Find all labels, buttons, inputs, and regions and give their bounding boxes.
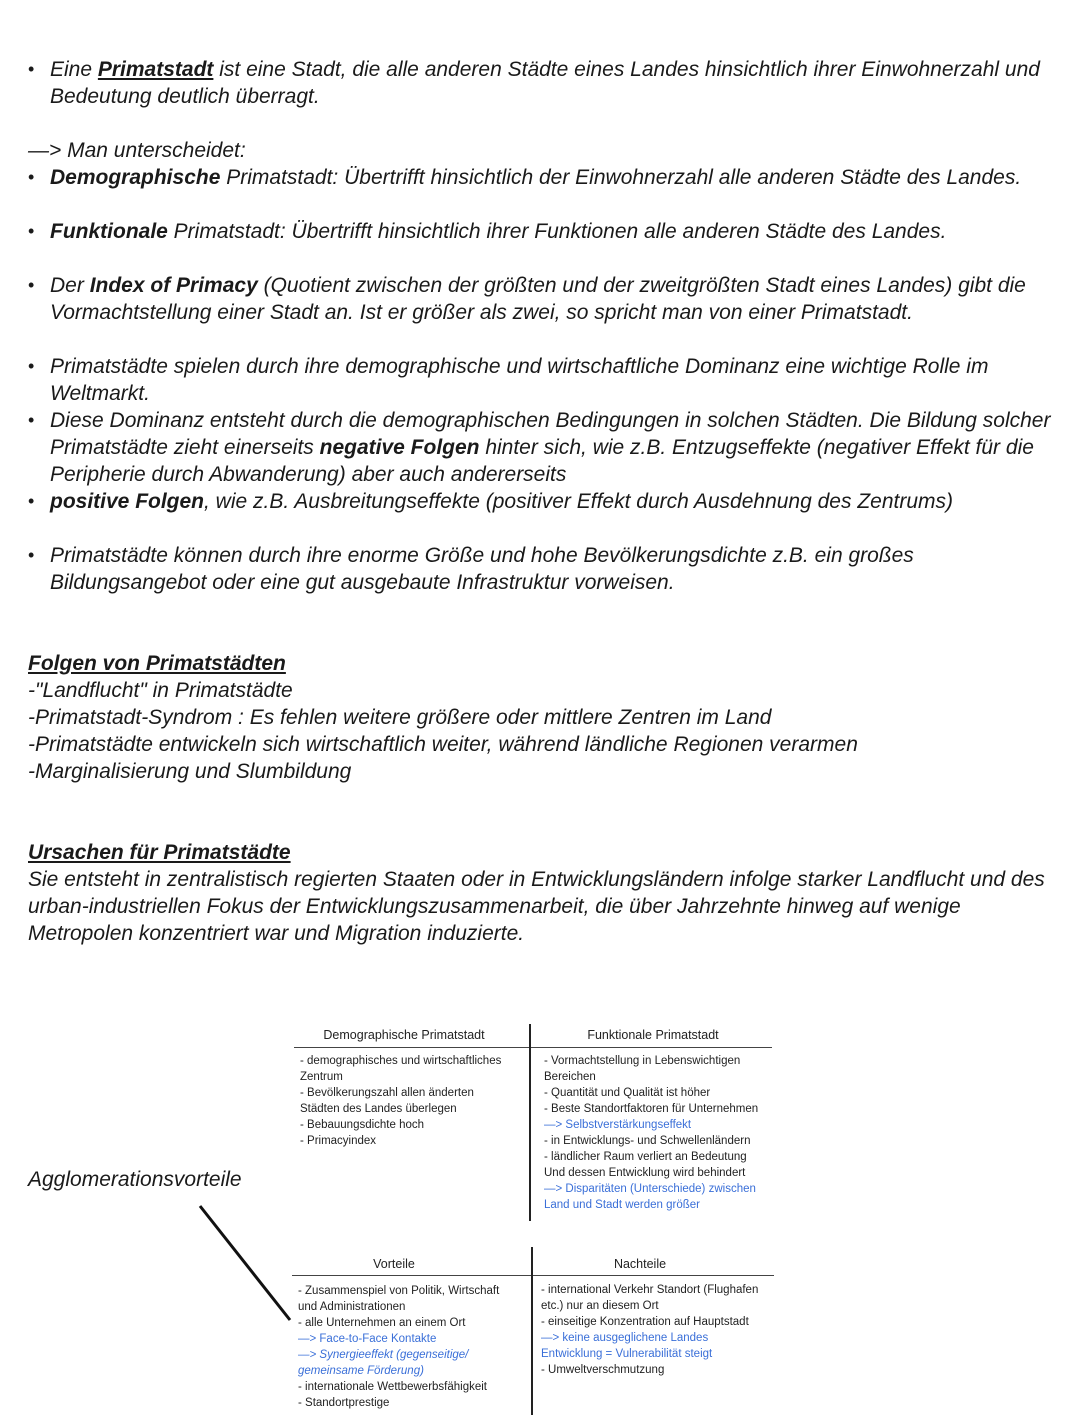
table-row: —> Disparitäten (Unterschiede) zwischen: [544, 1183, 756, 1195]
table-row: - demographisches und wirtschaftliches: [300, 1055, 502, 1067]
heading-folgen: Folgen von Primatstädten: [28, 652, 286, 675]
table-row: Entwicklung = Vulnerabilität steigt: [541, 1348, 713, 1360]
table2-right-header: Nachteile: [613, 1257, 667, 1271]
table-row: etc.) nur an diesem Ort: [541, 1300, 659, 1312]
bullet-positive-folgen: • positive Folgen, wie z.B. Ausbreitungseffekte (positiver Effekt durch Ausdehnung des Zentrums): [28, 488, 1058, 515]
agglomeration-label: Agglomerationsvorteile: [28, 1168, 242, 1191]
bullet-demographische: • Demographische Primatstadt: Übertrifft hinsichtlich der Einwohnerzahl alle anderen Städte des Landes.: [28, 164, 1058, 191]
table1-left-cell: [300, 1053, 525, 1149]
table-row: - Beste Standortfaktoren für Unternehmen: [544, 1103, 759, 1115]
table2-right-cell: [541, 1282, 777, 1378]
table-row: - Quantität und Qualität ist höher: [544, 1087, 711, 1099]
table-row: - ländlicher Raum verliert an Bedeutung: [544, 1151, 747, 1163]
table2-header-divider: [292, 1275, 774, 1276]
table-row: —> Face-to-Face Kontakte: [298, 1333, 437, 1345]
table-row: - Vormachtstellung in Lebenswichtigen: [544, 1055, 741, 1067]
table-row: - Umweltverschmutzung: [541, 1364, 665, 1376]
table1-column-divider: [529, 1024, 531, 1221]
table-row: Und dessen Entwicklung wird behindert: [544, 1167, 746, 1179]
table-row: - Standortprestige: [298, 1397, 390, 1409]
table-row: - Bebauungsdichte hoch: [300, 1119, 425, 1131]
table-row: gemeinsame Förderung): [298, 1365, 424, 1377]
table2-left-header: Vorteile: [373, 1257, 415, 1271]
table-row: Zentrum: [300, 1071, 343, 1083]
table-row: Land und Stadt werden größer: [544, 1199, 700, 1211]
table-row: und Administrationen: [298, 1301, 406, 1313]
table-row: Städten des Landes überlegen: [300, 1103, 457, 1115]
table-row: - international Verkehr Standort (Flughafen: [541, 1284, 759, 1296]
bullet-weltmarkt: • Primatstädte spielen durch ihre demographische und wirtschaftliche Dominanz eine wichtige Rolle im Weltmarkt.: [28, 353, 1058, 407]
table-row: - einseitige Konzentration auf Hauptstadt: [541, 1316, 749, 1328]
list-item: -Marginalisierung und Slumbildung: [28, 760, 352, 783]
bullet-dominanz: • Diese Dominanz entsteht durch die demographischen Bedingungen in solchen Städten. Die Bildung solcher Primatstädte zieht einerseits negative Folgen hinter sich, wie z.B. Entzugseffekte (negativer Effekt für die Peripherie durch Abwanderung) aber auch andererseits: [28, 407, 1058, 488]
bullet-funktionale: • Funktionale Primatstadt: Übertrifft hinsichtlich ihrer Funktionen alle anderen Städte des Landes.: [28, 218, 1058, 245]
bullet-bildungsangebot: • Primatstädte können durch ihre enorme Größe und hohe Bevölkerungsdichte z.B. ein großes Bildungsangebot oder eine gut ausgebaute Infrastruktur vorweisen.: [28, 542, 1058, 596]
table2-left-cell: [298, 1283, 528, 1411]
list-item: -"Landflucht" in Primatstädte: [28, 679, 293, 702]
table-row: - in Entwicklungs- und Schwellenländern: [544, 1135, 751, 1147]
bullet-index-of-primacy: • Der Index of Primacy (Quotient zwischen der größten und der zweitgrößten Stadt eines Landes) gibt die Vormachtstellung einer Stadt an. Ist er größer als zwei, so spricht man von einer Primatstadt.: [28, 272, 1058, 326]
table1-right-header: Funktionale Primatstadt: [587, 1028, 719, 1042]
list-item: -Primatstädte entwickeln sich wirtschaftlich weiter, während ländliche Regionen verarmen: [28, 733, 858, 756]
connector-line: [190, 1198, 300, 1328]
table-row: - alle Unternehmen an einem Ort: [298, 1317, 466, 1329]
table1-header-divider: [294, 1047, 772, 1048]
distinction-intro: —> Man unterscheidet:: [28, 139, 246, 162]
table-row: - Primacyindex: [300, 1135, 377, 1147]
table-row: - Zusammenspiel von Politik, Wirtschaft: [298, 1285, 500, 1297]
table-row: - Bevölkerungszahl allen änderten: [300, 1087, 474, 1099]
table-row: - internationale Wettbewerbsfähigkeit: [298, 1381, 488, 1393]
table-row: Bereichen: [544, 1071, 596, 1083]
table1-left-header: Demographische Primatstadt: [323, 1028, 485, 1042]
table1-right-cell: [544, 1053, 776, 1213]
table-row: —> keine ausgeglichene Landes: [541, 1332, 709, 1344]
list-item: -Primatstadt-Syndrom : Es fehlen weitere größere oder mittlere Zentren im Land: [28, 706, 772, 729]
table-row: —> Selbstverstärkungseffekt: [544, 1119, 692, 1131]
table2-column-divider: [531, 1247, 533, 1415]
table-row: —> Synergieeffekt (gegenseitige/: [298, 1349, 469, 1361]
ursachen-text: Sie entsteht in zentralistisch regierten Staaten oder in Entwicklungsländern infolge starker Landflucht und des urban-industriellen Fokus der Entwicklungszusammenarbeit, die über Jahrzehnte hinweg auf wenige Metropolen konzentriert war und Migration induzierte.: [28, 868, 1045, 945]
term-primatstadt: Primatstadt: [97, 58, 214, 81]
bullet-primatstadt-definition: • Eine Primatstadt ist eine Stadt, die alle anderen Städte eines Landes hinsichtlich ihrer Einwohnerzahl und Bedeutung deutlich überragt.: [28, 56, 1058, 110]
connector-stroke: [200, 1206, 290, 1320]
heading-ursachen: Ursachen für Primatstädte: [28, 841, 291, 864]
